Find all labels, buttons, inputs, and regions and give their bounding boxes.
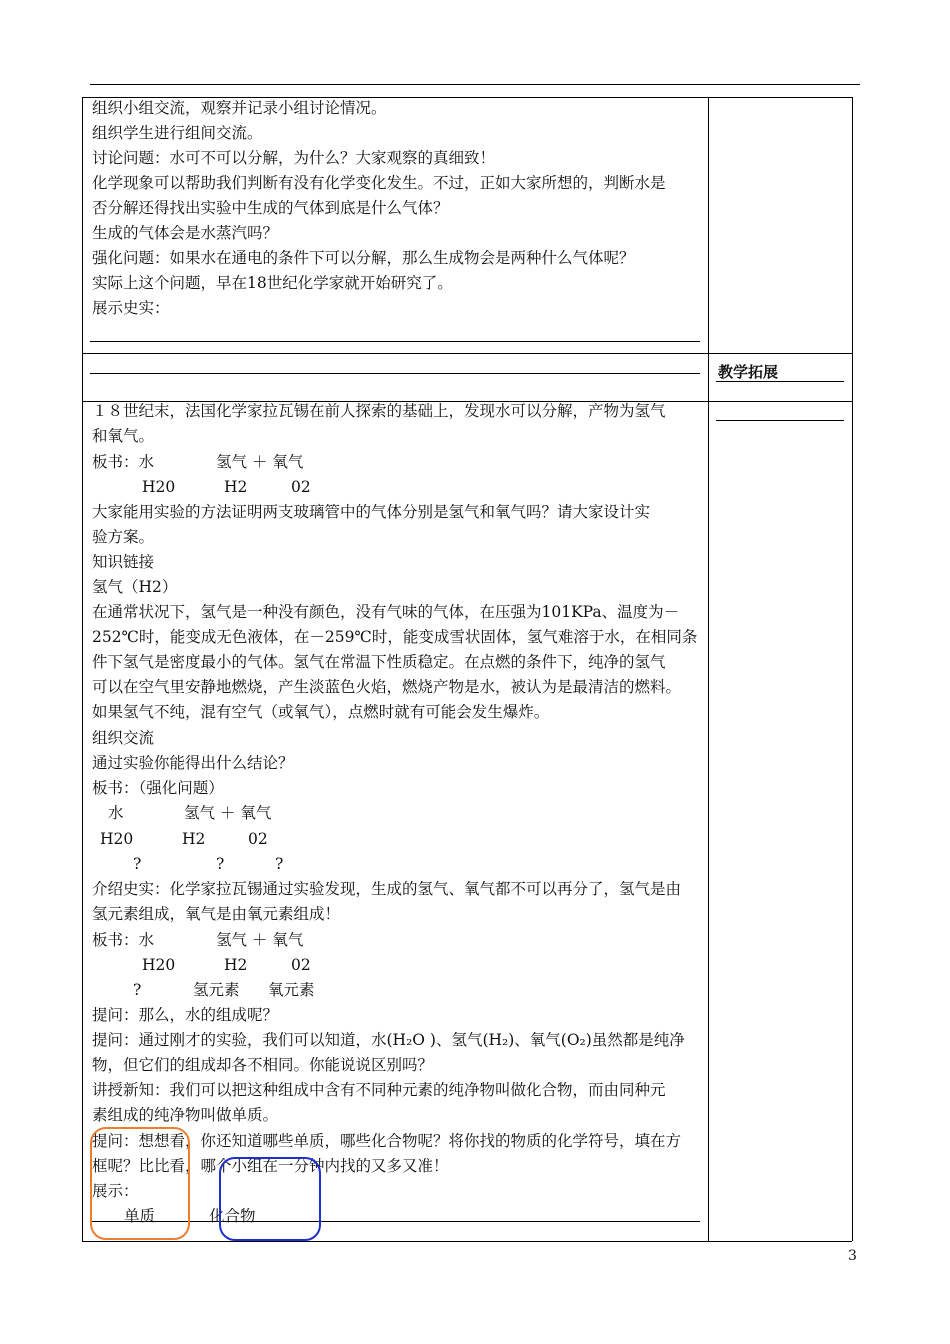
text-line: 252℃时，能变成无色液体，在－259℃时，能变成雪状固体，氢气难溶于水，在相同条 (92, 628, 698, 646)
formula-oxygen: 02 (291, 478, 311, 496)
formula-hydrogen: H2 (182, 830, 206, 848)
text-line: 否分解还得找出实验中生成的气体到底是什么气体？ (92, 199, 449, 217)
text-line: 讲授新知：我们可以把这种组成中含有不同种元素的纯净物叫做化合物，而由同种元 (92, 1081, 666, 1099)
element-hydrogen: 氢元素 (193, 981, 240, 999)
text-line: 展示史实： (92, 299, 170, 317)
text-line: 提问：通过刚才的实验，我们可以知道，水(H₂O )、氢气(H₂)、氧气(O₂)虽然都是纯净 (92, 1031, 685, 1049)
table-row-divider (82, 353, 852, 354)
text-line: １８世纪末，法国化学家拉瓦锡在前人探索的基础上，发现水可以分解，产物为氢气 (92, 402, 666, 420)
text-line: 框呢？比比看，哪个小组在一分钟内找的又多又准！ (92, 1157, 449, 1175)
table-bottom-border (82, 1241, 852, 1242)
text-line: 展示： (92, 1182, 139, 1200)
text-line: 化学现象可以帮助我们判断有没有化学变化发生。不过，正如大家所想的，判断水是 (92, 174, 666, 192)
text-line: 实际上这个问题，早在18世纪化学家就开始研究了。 (92, 274, 453, 292)
text-line: 强化问题：如果水在通电的条件下可以分解，那么生成物会是两种什么气体呢？ (92, 249, 635, 267)
formula-hydrogen: H2 (224, 478, 248, 496)
question-mark: ? (133, 855, 142, 873)
text-line: 提问：那么，水的组成呢？ (92, 1006, 279, 1024)
formula-oxygen: 02 (291, 956, 311, 974)
elemental-substance-box (90, 1127, 190, 1240)
text-line: 组织交流 (92, 729, 155, 747)
reaction-products: 氢气 ＋ 氧气 (216, 453, 304, 471)
reaction-water: 水 (108, 804, 124, 822)
formula-water: H20 (100, 830, 134, 848)
board-label: 板书：水 (92, 453, 155, 471)
formula-water: H20 (142, 478, 176, 496)
text-line: 物，但它们的组成却各不相同。你能说说区别吗？ (92, 1056, 434, 1074)
section-heading: 氢气（H2） (92, 578, 178, 596)
text-line: 验方案。 (92, 528, 155, 546)
text-line: 如果氢气不纯，混有空气（或氧气），点燃时就有可能会发生爆炸。 (92, 703, 550, 721)
question-mark: ? (216, 855, 225, 873)
fill-in-line (90, 341, 700, 342)
category-compound: 化合物 (209, 1207, 256, 1225)
text-line: 讨论问题：水可不可以分解，为什么？大家观察的真细致！ (92, 149, 496, 167)
side-fill-line (716, 420, 844, 421)
fill-in-line (90, 373, 700, 374)
text-line: 通过实验你能得出什么结论？ (92, 754, 294, 772)
text-line: 素组成的纯净物叫做单质。 (92, 1106, 279, 1124)
compound-box (219, 1157, 321, 1241)
table-left-border (82, 97, 83, 1241)
text-line: 可以在空气里安静地燃烧，产生淡蓝色火焰，燃烧产物是水，被认为是最清洁的燃料。 (92, 678, 682, 696)
question-mark: ? (275, 855, 284, 873)
table-right-border (852, 97, 853, 1241)
table-column-divider (708, 97, 709, 1241)
text-line: 生成的气体会是水蒸汽吗？ (92, 224, 279, 242)
reaction-products: 氢气 ＋ 氧气 (216, 931, 304, 949)
text-line: 组织学生进行组间交流。 (92, 124, 263, 142)
element-oxygen: 氧元素 (268, 981, 315, 999)
board-label: 板书：（强化问题） (92, 779, 224, 797)
text-line: 在通常状况下，氢气是一种没有颜色，没有气味的气体，在压强为101KPa、温度为－ (92, 603, 680, 621)
category-elemental-substance: 单质 (124, 1207, 156, 1225)
board-label: 板书：水 (92, 931, 155, 949)
text-line: 提问：想想看，你还知道哪些单质，哪些化合物呢？将你找的物质的化学符号，填在方 (92, 1132, 682, 1150)
text-line: 组织小组交流，观察并记录小组讨论情况。 (92, 99, 387, 117)
formula-water: H20 (142, 956, 176, 974)
reaction-products: 氢气 ＋ 氧气 (184, 804, 272, 822)
text-line: 件下氢气是密度最小的气体。氢气在常温下性质稳定。在点燃的条件下，纯净的氢气 (92, 653, 666, 671)
text-line: 介绍史实：化学家拉瓦锡通过实验发现，生成的氢气、氧气都不可以再分了，氢气是由 (92, 880, 682, 898)
text-line: 大家能用实验的方法证明两支玻璃管中的气体分别是氢气和氧气吗？请大家设计实 (92, 503, 651, 521)
side-column-label: 教学拓展 (718, 363, 779, 381)
section-heading: 知识链接 (92, 553, 155, 571)
text-line: 和氧气。 (92, 427, 155, 445)
text-line: 氢元素组成，氧气是由氧元素组成！ (92, 905, 341, 923)
question-mark: ? (133, 981, 142, 999)
formula-hydrogen: H2 (224, 956, 248, 974)
header-rule (90, 84, 860, 85)
page-number: 3 (848, 1248, 857, 1264)
formula-oxygen: 02 (248, 830, 268, 848)
